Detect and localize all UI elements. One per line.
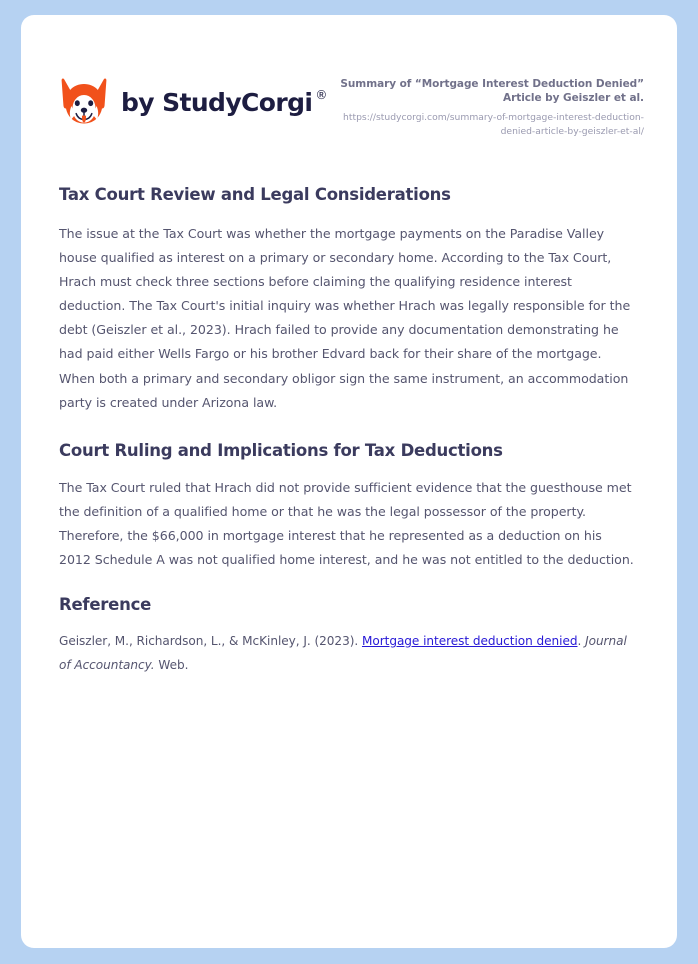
section-heading-court-ruling: Court Ruling and Implications for Tax Deductions xyxy=(59,441,503,460)
studycorgi-corgi-logo-icon xyxy=(60,75,108,127)
section-paragraph-court-ruling: The Tax Court ruled that Hrach did not provide sufficient evidence that the guesthouse met the definition of a qualified home or that he was the legal possessor of the property. Therefore, the $66,000 in mortgage interest that he represented as a deduction on his 2012 Schedule A was not qualified home interest, and he was not entitled to the deduction. xyxy=(59,479,634,568)
reference-authors: Geiszler, M., Richardson, L., & McKinley, J. (2023). xyxy=(59,633,362,648)
section-heading-reference: Reference xyxy=(59,595,152,615)
reference-article-link[interactable]: Mortgage interest deduction denied xyxy=(361,633,578,648)
reference-tail: Web. xyxy=(154,657,189,672)
header-source-url[interactable]: https://studycorgi.com/summary-of-mortgage-interest-deduction-denied-article-by-geiszler-et-al/ xyxy=(343,112,644,137)
reference-after-link: . xyxy=(577,633,586,648)
document-card xyxy=(21,15,677,948)
registered-trademark-icon: ® xyxy=(315,88,327,103)
header-meta xyxy=(324,77,644,138)
reference-entry xyxy=(59,630,637,677)
brand-wordmark: by StudyCorgi ® xyxy=(121,87,327,117)
spacer xyxy=(59,415,637,441)
document-body xyxy=(59,185,637,677)
spacer xyxy=(59,572,637,595)
header-document-title: Summary of “Mortgage Interest Deduction Denied” Article by Geiszler et al. xyxy=(340,78,644,105)
studycorgi-brand[interactable] xyxy=(60,71,327,131)
section-paragraph-tax-court-review: The issue at the Tax Court was whether the mortgage payments on the Paradise Valley house qualified as interest on a primary or secondary home. According to the Tax Court, Hrach must check three sections before claiming the qualifying residence interest deduction. The Tax Court's initial inquiry was whether Hrach was legally responsible for the debt (Geiszler et al., 2023). Hrach failed to provide any documentation demonstrating he had paid either Wells Fargo or his brother Edvard back for their share of the mortgage. When both a primary and secondary obligor sign the same instrument, an accommodation party is created under Arizona law. xyxy=(59,225,631,410)
document-header xyxy=(21,15,677,155)
section-heading-tax-court-review: Tax Court Review and Legal Considerations xyxy=(59,185,451,204)
reference-journal: Journal of Accountancy. xyxy=(59,633,627,672)
